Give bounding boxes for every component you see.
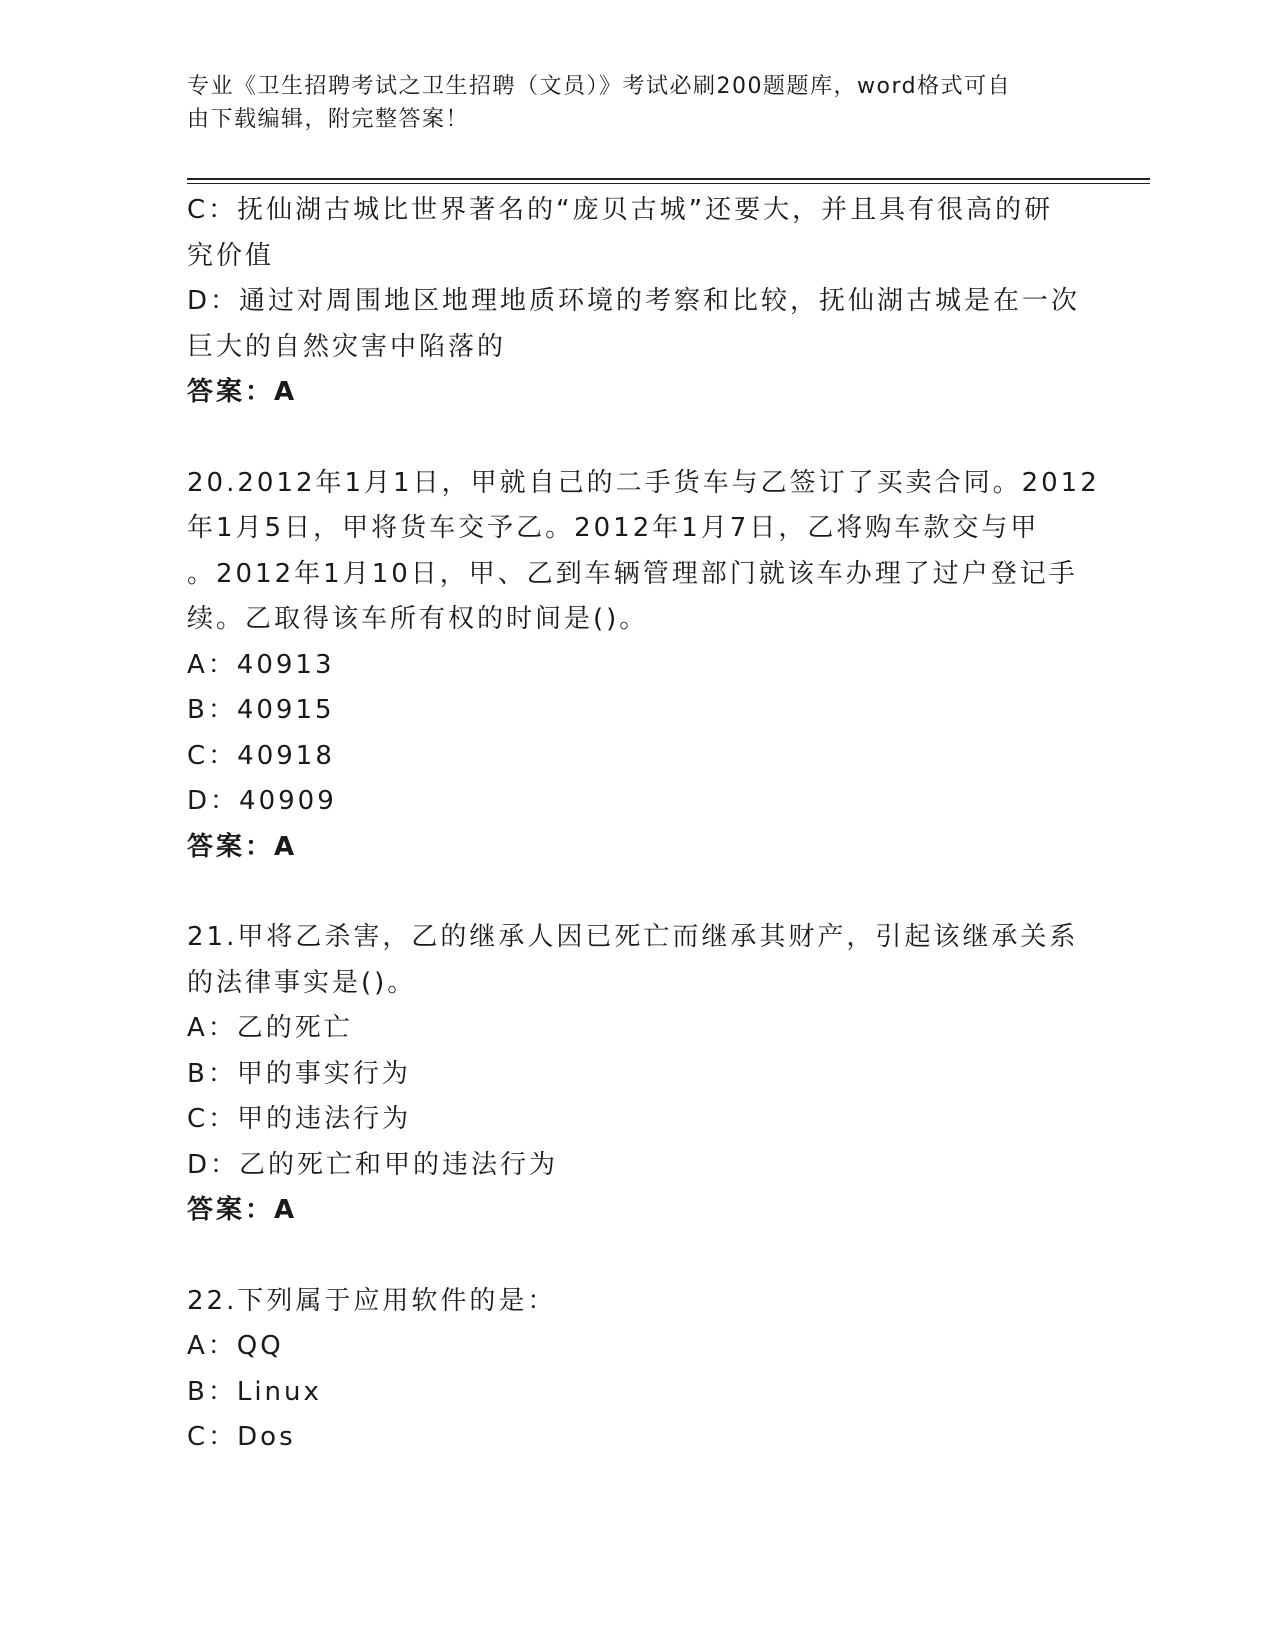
question-stem-line: 续。乙取得该车所有权的时间是()。 (187, 604, 649, 634)
question-stem-line: 20.2012年1月1日，甲就自己的二手货车与乙签订了买卖合同。2012 (187, 467, 1100, 498)
spacer (187, 416, 1087, 461)
header-divider-thick (187, 178, 1150, 180)
option-c-line-2: 究价值 (187, 240, 275, 271)
option-d: D：40909 (187, 786, 337, 816)
question-stem-line: 21.甲将乙杀害，乙的继承人因已死亡而继承其财产，引起该继承关系 (187, 922, 1079, 952)
option-c-line-1: C：抚仙湖古城比世界著名的“庞贝古城”还要大，并且具有很高的研 (187, 195, 1054, 225)
question-stem-line: 22.下列属于应用软件的是： (187, 1285, 557, 1316)
option-a: A：40913 (187, 649, 335, 680)
question-21 (187, 915, 1087, 1234)
option-d-line-1: D：通过对周围地区地理地质环境的考察和比较，抚仙湖古城是在一次 (187, 286, 1081, 316)
question-stem-line: 的法律事实是()。 (187, 967, 417, 998)
option-a: A：QQ (187, 1331, 284, 1361)
question-19-fragment (187, 188, 1087, 416)
question-stem-line: 年1月5日，甲将货车交予乙。2012年1月7日，乙将购车款交与甲 (187, 513, 1040, 543)
header-line-2: 由下载编辑，附完整答案！ (187, 107, 470, 132)
option-c: C：甲的违法行为 (187, 1104, 412, 1134)
document-header (187, 70, 1067, 136)
option-a: A：乙的死亡 (187, 1013, 353, 1043)
answer-line: 答案：A (187, 377, 298, 407)
spacer (187, 1234, 1087, 1279)
answer-line: 答案：A (187, 831, 298, 862)
question-content (187, 188, 1100, 1461)
option-d-line-2: 巨大的自然灾害中陷落的 (187, 331, 507, 362)
question-22 (187, 1279, 1087, 1461)
header-line-1: 专业《卫生招聘考试之卫生招聘（文员）》考试必刷200题题库，word格式可自 (187, 74, 1012, 99)
question-20 (187, 461, 1100, 871)
option-b: B：Linux (187, 1376, 322, 1407)
spacer (187, 870, 1087, 915)
option-c: C：40918 (187, 740, 335, 771)
option-b: B：40915 (187, 695, 335, 725)
option-c: C：Dos (187, 1422, 296, 1452)
header-divider-thin (187, 183, 1150, 184)
option-b: B：甲的事实行为 (187, 1058, 411, 1089)
option-d: D：乙的死亡和甲的违法行为 (187, 1149, 559, 1180)
answer-line: 答案：A (187, 1195, 298, 1225)
question-stem-line: 。2012年1月10日，甲、乙到车辆管理部门就该车办理了过户登记手 (187, 558, 1078, 589)
